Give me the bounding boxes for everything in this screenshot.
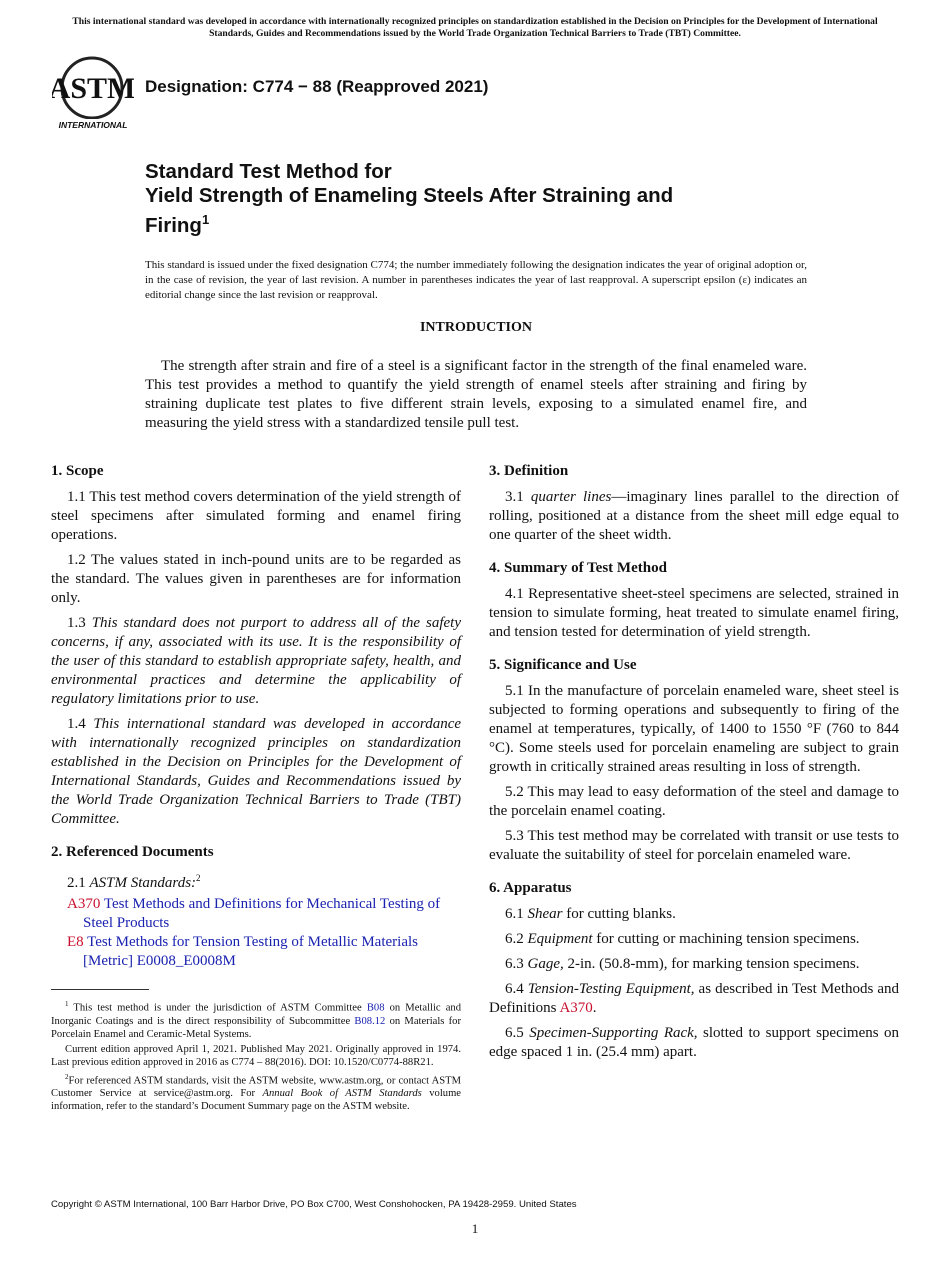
referenced-2-1-text: ASTM Standards: (89, 875, 197, 891)
summary-4-1: 4.1 Representative sheet-steel specimens are selected, strained in tension to simulate forming, heat treated to simulate enamel firing, and tension tested for determination of yield strength. (489, 586, 899, 640)
scope-1-2: 1.2 The values stated in inch-pound units are to be regarded as the standard. The values given in parentheses are for information only. (51, 552, 461, 606)
apparatus-text: as described in Test Methods and Definitions (489, 981, 900, 1016)
apparatus-text: for cutting or machining tension specimens. (596, 931, 860, 947)
referenced-footnote-mark: 2 (196, 873, 201, 883)
footnote-2-text-b: volume information, refer to the standard’s Document Summary page on the ASTM website. (51, 1088, 462, 1113)
significance-5-3: 5.3 This test method may be correlated with transit or use tests to evaluate the suitability of steel for porcelain enameled ware. (489, 828, 899, 863)
apparatus-text: 2-in. (50.8-mm), for marking tension specimens. (567, 956, 860, 972)
referenced-2-1-number: 2.1 (67, 875, 86, 891)
document-title (145, 160, 825, 238)
title-line-3-text: Firing (145, 213, 202, 237)
apparatus-tail: . (592, 1000, 597, 1016)
astm-logo (52, 56, 134, 132)
apparatus-6-4 (489, 980, 899, 1018)
summary-heading: 4. Summary of Test Method (489, 560, 667, 576)
footnote-2 (51, 1071, 461, 1114)
left-column (51, 462, 461, 1115)
apparatus-text: slotted to support specimens on edge spaced 1 in. (25.4 mm) apart. (489, 1025, 900, 1060)
logo-label: INTERNATIONAL (58, 120, 128, 130)
footnote-2-mark: 2 (65, 1072, 69, 1081)
apparatus-text: for cutting blanks. (566, 906, 676, 922)
apparatus-6-5 (489, 1024, 899, 1062)
footnote-divider (51, 989, 149, 990)
footnote-1-text-a: This test method is under the jurisdiction of ASTM Committee (73, 1002, 362, 1014)
definition-text: —imaginary lines parallel to the direction of rolling, positioned at a distance from the sheet mill edge equal to one quarter of the sheet width. (489, 489, 899, 543)
referenced-2-1 (51, 869, 461, 893)
subcommittee-link[interactable]: B08.12 (354, 1015, 386, 1027)
introduction-heading: INTRODUCTION (419, 320, 532, 335)
referenced-heading: 2. Referenced Documents (51, 844, 214, 860)
footnote-1 (51, 998, 461, 1041)
apparatus-term: Gage, (527, 956, 564, 972)
apparatus-6-1 (489, 905, 899, 924)
copyright-footer: Copyright © ASTM International, 100 Barr Harbor Drive, PO Box C700, West Conshohocken, PA 19428-2959. United States (51, 1199, 577, 1210)
introduction-body: The strength after strain and fire of a steel is a significant factor in the strength of the final enameled ware. This test provides a method to quantify the yield strength of enamel steels after straining and firing by straining duplicate test plates to five different strain levels, exposing to a simulated enamel fire, and measuring the yield stress with a standardized tensile pull test. (145, 358, 807, 431)
committee-link[interactable]: B08 (366, 1002, 385, 1014)
scope-1-4-text: This international standard was developed in accordance with internationally recognized principles on standardization established in the Decision on Principles for the Development of International Standards, Guides and Recommendations issued by the World Trade Organization Technical Barriers to Trade (TBT) Committee. (51, 716, 462, 827)
page-number: 1 (471, 1221, 479, 1236)
scope-1-3-text: This standard does not purport to address all of the safety concerns, if any, associated with its use. It is the responsibility of the user of this standard to establish appropriate safety, health, and environmental practices and determine the applicability of regulatory limitations prior to use. (51, 615, 462, 707)
apparatus-number: 6.1 (505, 906, 524, 922)
designation: Designation: C774 − 88 (Reapproved 2021) (145, 77, 489, 96)
scope-1-3 (51, 614, 461, 709)
scope-heading: 1. Scope (51, 463, 104, 479)
apparatus-term: Specimen-Supporting Rack, (529, 1025, 698, 1041)
apparatus-number: 6.4 (505, 981, 524, 997)
title-line-1: Standard Test Method for (145, 160, 392, 183)
significance-5-1: 5.1 In the manufacture of porcelain enameled ware, sheet steel is subjected to forming operations and subsequently to firing of the enamel at temperatures, typically, of 1400 to 1550 °F (760 to 844 °C). Some steels used for porcelain enameling are subject to grain growth in critically strained areas resulting in loss of strength. (489, 683, 899, 775)
apparatus-number: 6.2 (505, 931, 524, 947)
reference-code[interactable]: A370 (67, 896, 101, 912)
apparatus-6-3 (489, 955, 899, 974)
a370-link[interactable]: A370 (559, 1000, 593, 1016)
footnote-2-text-a: For referenced ASTM standards, visit the ASTM website, www.astm.org, or contact ASTM Customer Service at service@astm.org. For (51, 1075, 461, 1100)
significance-heading: 5. Significance and Use (489, 657, 637, 673)
reference-title[interactable]: Test Methods for Tension Testing of Metallic Materials [Metric] E0008_E0008M (83, 934, 418, 969)
footnote-1-text-c: on Materials for Porcelain Enamel and Ceramic-Metal Systems. (51, 1015, 462, 1040)
significance-5-2: 5.2 This may lead to easy deformation of the steel and damage to the porcelain enamel coating. (489, 784, 899, 819)
definition-3-1-number: 3.1 (505, 489, 524, 505)
apparatus-6-2 (489, 930, 899, 949)
logo-letters: ASTM (52, 72, 134, 105)
scope-1-3-number: 1.3 (67, 615, 86, 631)
footnote-1-text-b: on Metallic and Inorganic Coatings and is the direct responsibility of Subcommittee (51, 1002, 461, 1027)
issue-note: This standard is issued under the fixed designation C774; the number immediately following the designation indicates the year of original adoption or, in the case of revision, the year of last revision. A number in parentheses indicates the year of last reapproval. A superscript epsilon (ε) indicates an editorial change since the last revision or reapproval. (145, 259, 807, 301)
scope-1-1: 1.1 This test method covers determination of the yield strength of steel specimens after simulated forming and enamel firing operations. (51, 489, 461, 543)
apparatus-number: 6.5 (505, 1025, 524, 1041)
definition-3-1 (489, 488, 899, 545)
reference-title[interactable]: Test Methods and Definitions for Mechanical Testing of Steel Products (83, 896, 441, 931)
apparatus-term: Tension-Testing Equipment, (527, 981, 695, 997)
footnote-edition: Current edition approved April 1, 2021. Published May 2021. Originally approved in 1974. Last previous edition approved in 2016 as C774 – 88(2016). DOI: 10.1520/C0774-88R21. (51, 1043, 461, 1068)
scope-1-4 (51, 715, 461, 829)
apparatus-term: Equipment (527, 931, 593, 947)
apparatus-heading: 6. Apparatus (489, 880, 572, 896)
reference-e8[interactable] (51, 933, 461, 971)
reference-a370[interactable] (51, 895, 461, 933)
definition-heading: 3. Definition (489, 463, 569, 479)
reference-code[interactable]: E8 (67, 934, 84, 950)
right-column (489, 462, 899, 1068)
scope-1-4-number: 1.4 (67, 716, 86, 732)
title-line-3 (145, 208, 825, 238)
title-line-2: Yield Strength of Enameling Steels After Straining and (145, 184, 674, 207)
apparatus-term: Shear (527, 906, 563, 922)
title-footnote-mark: 1 (201, 212, 210, 227)
footnote-2-italic: Annual Book of ASTM Standards (262, 1088, 422, 1100)
apparatus-number: 6.3 (505, 956, 524, 972)
definition-term: quarter lines (530, 489, 612, 505)
astm-logo-graphic (52, 56, 134, 132)
top-notice: This international standard was developed in accordance with internationally recognized principles on standardization established in the Decision on Principles for the Development of International Standards, Guides and Recommendations issued by the World Trade Organization Technical Barriers to Trade (TBT) Committee. (72, 16, 878, 39)
footnote-1-mark: 1 (65, 1000, 69, 1008)
